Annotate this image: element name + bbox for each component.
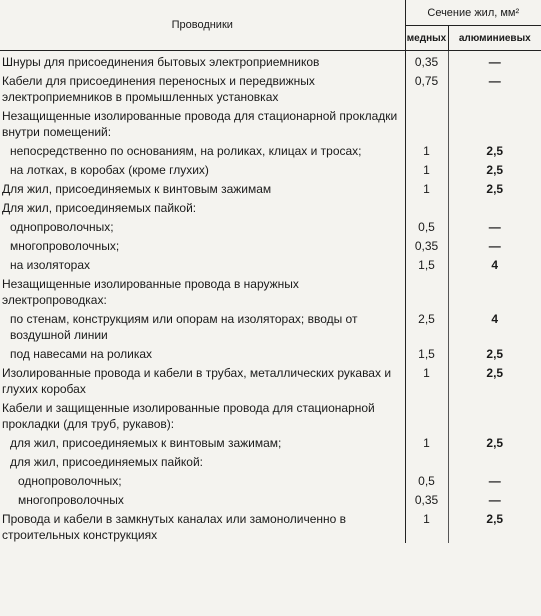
copper-value: [405, 273, 448, 308]
copper-value: 0,5: [405, 216, 448, 235]
copper-value: 1: [405, 159, 448, 178]
table-row: [0, 432, 541, 451]
copper-value: [405, 397, 448, 432]
row-description: однопроволочных;: [0, 470, 405, 489]
table-row: [0, 140, 541, 159]
copper-value: 1: [405, 508, 448, 543]
table-row: [0, 197, 541, 216]
table-row: [0, 70, 541, 105]
row-description: Провода и кабели в замкнутых каналах или замоноличенно в строительных конструкциях: [0, 508, 405, 543]
aluminum-value: 4: [491, 258, 499, 272]
row-description: многопроволочных: [0, 489, 405, 508]
row-description: однопроволочных;: [0, 216, 405, 235]
aluminum-value: —: [488, 493, 501, 507]
header-aluminum: алюминиевых: [448, 26, 541, 51]
copper-value: 0,5: [405, 470, 448, 489]
row-description: Кабели для присоединения переносных и передвижных электроприемников в промышленных установках: [0, 70, 405, 105]
table-row: [0, 508, 541, 543]
row-description: Изолированные провода и кабели в трубах, металлических рукавах и глухих коробах: [0, 362, 405, 397]
aluminum-value: [448, 397, 541, 432]
table-row: [0, 343, 541, 362]
table-row: [0, 216, 541, 235]
row-description: Шнуры для присоединения бытовых электроприемников: [0, 51, 405, 71]
row-description: по стенам, конструкциям или опорам на изоляторах; вводы от воздушной линии: [0, 308, 405, 343]
row-description: на изоляторах: [0, 254, 405, 273]
table-row: [0, 51, 541, 71]
copper-value: 0,35: [405, 51, 448, 71]
aluminum-value: —: [488, 55, 501, 69]
copper-value: [405, 105, 448, 140]
row-description: на лотках, в коробах (кроме глухих): [0, 159, 405, 178]
aluminum-value: 2,5: [486, 512, 504, 526]
aluminum-value: 2,5: [486, 347, 504, 361]
row-description: Для жил, присоединяемых пайкой:: [0, 197, 405, 216]
header-conductors: Проводники: [0, 0, 405, 51]
table-row: [0, 362, 541, 397]
aluminum-value: [448, 105, 541, 140]
row-description: многопроволочных;: [0, 235, 405, 254]
aluminum-value: [448, 451, 541, 470]
aluminum-value: 4: [491, 312, 499, 326]
header-section: Сечение жил, мм²: [405, 0, 541, 26]
table-row: [0, 105, 541, 140]
aluminum-value: 2,5: [486, 366, 504, 380]
aluminum-value: 2,5: [486, 436, 504, 450]
row-description: Кабели и защищенные изолированные провода для стационарной прокладки (для труб, рукавов):: [0, 397, 405, 432]
row-description: под навесами на роликах: [0, 343, 405, 362]
table-row: [0, 470, 541, 489]
row-description: непосредственно по основаниям, на роликах, клицах и тросах;: [0, 140, 405, 159]
row-description: для жил, присоединяемых к винтовым зажимам;: [0, 432, 405, 451]
row-description: для жил, присоединяемых пайкой:: [0, 451, 405, 470]
row-description: Незащищенные изолированные провода для стационарной прокладки внутри помещений:: [0, 105, 405, 140]
copper-value: 1: [405, 362, 448, 397]
aluminum-value: 2,5: [486, 182, 504, 196]
aluminum-value: —: [488, 474, 501, 488]
aluminum-value: 2,5: [486, 163, 504, 177]
table-row: [0, 397, 541, 432]
aluminum-value: —: [488, 220, 501, 234]
table-row: [0, 451, 541, 470]
row-description: Для жил, присоединяемых к винтовым зажимам: [0, 178, 405, 197]
table-row: [0, 273, 541, 308]
aluminum-value: —: [488, 239, 501, 253]
table-row: [0, 489, 541, 508]
copper-value: 2,5: [405, 308, 448, 343]
copper-value: 1: [405, 178, 448, 197]
table-row: [0, 178, 541, 197]
table-row: [0, 254, 541, 273]
copper-value: 1: [405, 432, 448, 451]
copper-value: [405, 197, 448, 216]
copper-value: 1,5: [405, 343, 448, 362]
copper-value: 1: [405, 140, 448, 159]
table-body: [0, 51, 541, 544]
aluminum-value: [448, 197, 541, 216]
aluminum-value: —: [488, 74, 501, 88]
table-row: [0, 235, 541, 254]
copper-value: 1,5: [405, 254, 448, 273]
aluminum-value: 2,5: [486, 144, 504, 158]
aluminum-value: [448, 273, 541, 308]
header-copper: медных: [405, 26, 448, 51]
copper-value: 0,35: [405, 235, 448, 254]
copper-value: [405, 451, 448, 470]
row-description: Незащищенные изолированные провода в наружных электропроводках:: [0, 273, 405, 308]
table-row: [0, 308, 541, 343]
table-row: [0, 159, 541, 178]
copper-value: 0,35: [405, 489, 448, 508]
copper-value: 0,75: [405, 70, 448, 105]
